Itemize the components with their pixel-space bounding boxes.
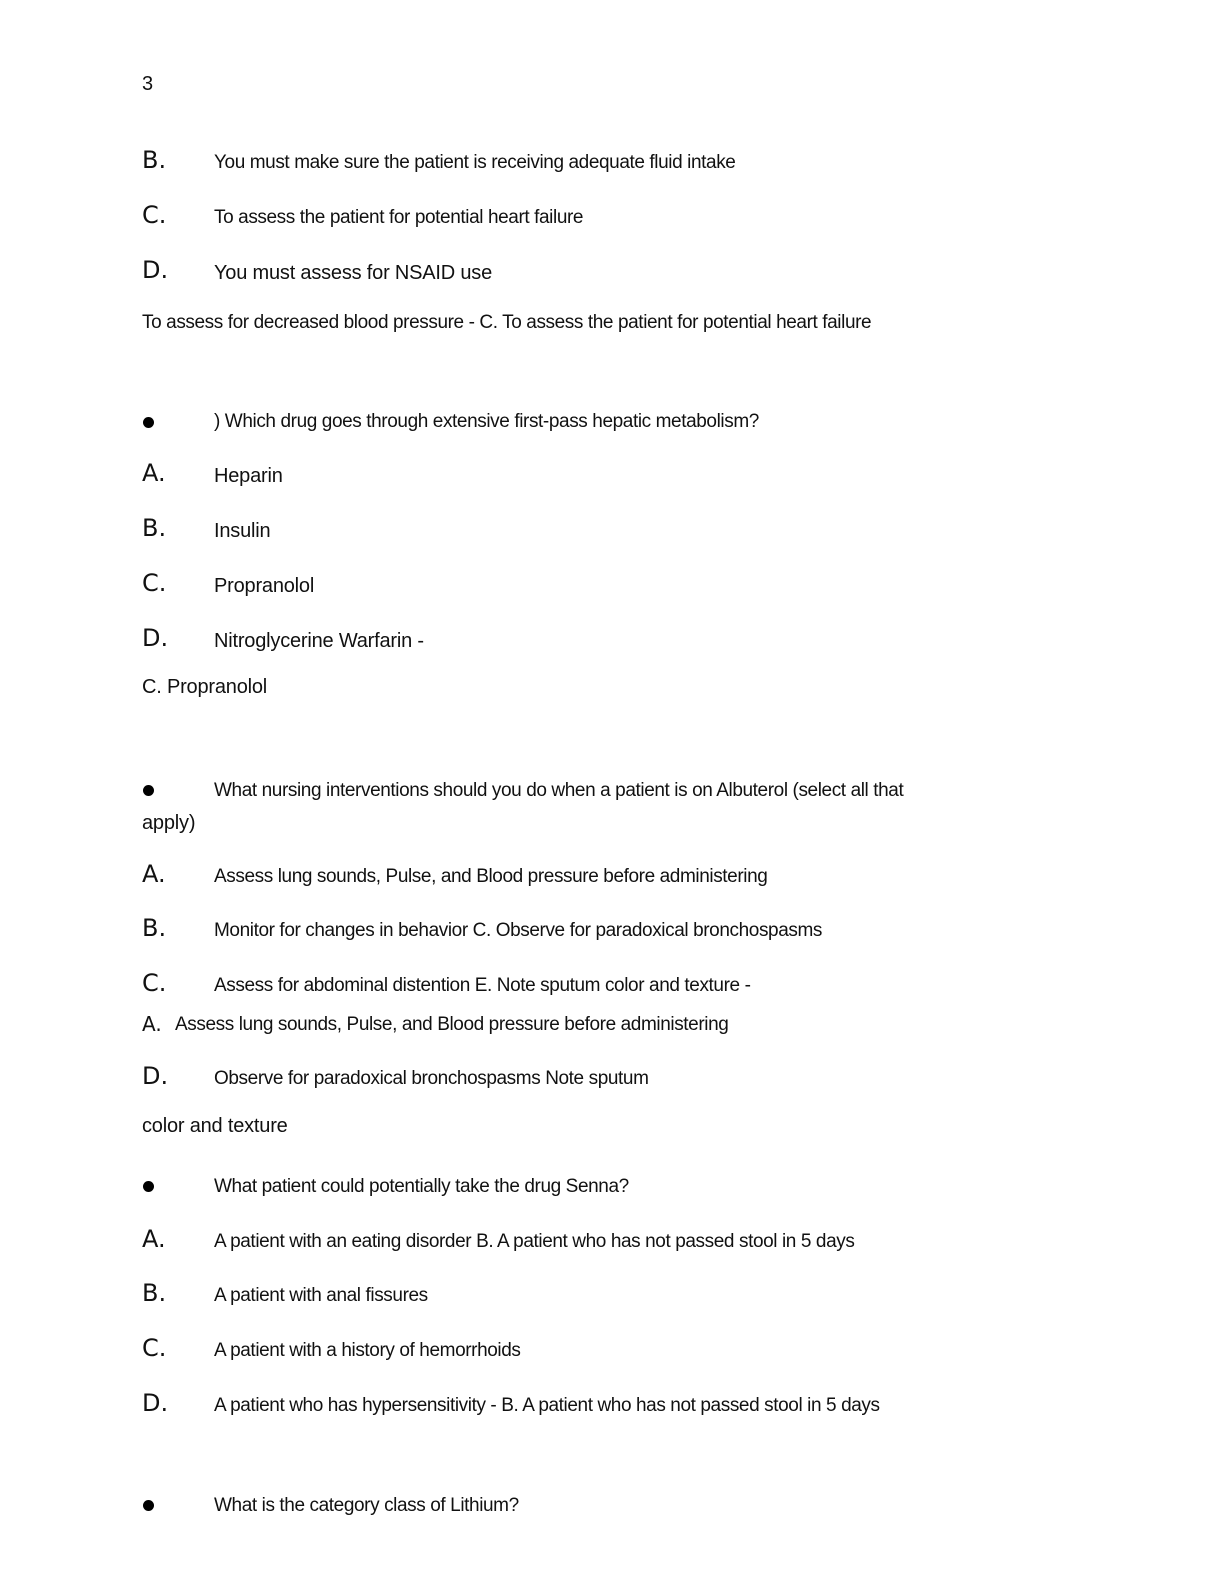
- q3-option-a-text: Assess lung sounds, Pulse, and Blood pressure before administering: [214, 866, 768, 887]
- q5-bullet: [143, 1500, 154, 1511]
- q2-option-d-text: Nitroglycerine Warfarin -: [214, 630, 424, 652]
- q5-question: What is the category class of Lithium?: [214, 1495, 519, 1516]
- q3-question-line1: What nursing interventions should you do when a patient is on Albuterol (select all that: [214, 780, 904, 801]
- q4-option-a-text: A patient with an eating disorder B. A patient who has not passed stool in 5 days: [214, 1231, 855, 1252]
- q2-answer: C. Propranolol: [142, 676, 268, 698]
- q2-option-b-text: Insulin: [214, 520, 271, 542]
- q4-option-d-label: D.: [142, 1389, 169, 1417]
- q3-option-c-text: Assess for abdominal distention E. Note sputum color and texture -: [214, 975, 751, 996]
- q4-option-c-text: A patient with a history of hemorrhoids: [214, 1340, 521, 1361]
- q3-option-b-label: B.: [142, 914, 167, 942]
- q2-question: ) Which drug goes through extensive first-pass hepatic metabolism?: [214, 411, 759, 432]
- q3-option-b-text: Monitor for changes in behavior C. Observe for paradoxical bronchospasms: [214, 920, 823, 941]
- q1-option-b-text: You must make sure the patient is receiving adequate fluid intake: [214, 152, 736, 173]
- q4-option-d-text: A patient who has hypersensitivity - B. A patient who has not passed stool in 5 days: [214, 1395, 880, 1416]
- q1-option-d-text: You must assess for NSAID use: [214, 262, 493, 284]
- q1-answer: To assess for decreased blood pressure - C. To assess the patient for potential heart failure: [142, 312, 872, 333]
- q3-answer-text: Assess lung sounds, Pulse, and Blood pressure before administering: [175, 1014, 729, 1035]
- q4-bullet: [143, 1181, 154, 1192]
- page-number: 3: [142, 73, 153, 95]
- q3-option-c-label: C.: [142, 969, 167, 997]
- q1-option-d-label: D.: [142, 256, 169, 284]
- q3-option-d-label: D.: [142, 1062, 169, 1090]
- q3-answer-label: A.: [142, 1012, 162, 1036]
- q4-option-b-text: A patient with anal fissures: [214, 1285, 428, 1306]
- q2-bullet: [143, 417, 154, 428]
- q3-bullet: [143, 785, 154, 796]
- q3-continuation: color and texture: [142, 1115, 288, 1137]
- q3-option-a-label: A.: [142, 860, 166, 888]
- q3-question-line2: apply): [142, 812, 196, 834]
- q2-option-a-text: Heparin: [214, 465, 283, 487]
- q4-option-b-label: B.: [142, 1279, 167, 1307]
- q3-option-d-text: Observe for paradoxical bronchospasms Note sputum: [214, 1068, 649, 1089]
- q2-option-a-label: A.: [142, 459, 166, 487]
- q4-option-a-label: A.: [142, 1225, 166, 1253]
- q4-question: What patient could potentially take the drug Senna?: [214, 1176, 629, 1197]
- q1-option-b-label: B.: [142, 146, 167, 174]
- q2-option-b-label: B.: [142, 514, 167, 542]
- q2-option-d-label: D.: [142, 624, 169, 652]
- q2-option-c-text: Propranolol: [214, 575, 315, 597]
- q1-option-c-text: To assess the patient for potential heart failure: [214, 207, 584, 228]
- q4-option-c-label: C.: [142, 1334, 167, 1362]
- q2-option-c-label: C.: [142, 569, 167, 597]
- q1-option-c-label: C.: [142, 201, 167, 229]
